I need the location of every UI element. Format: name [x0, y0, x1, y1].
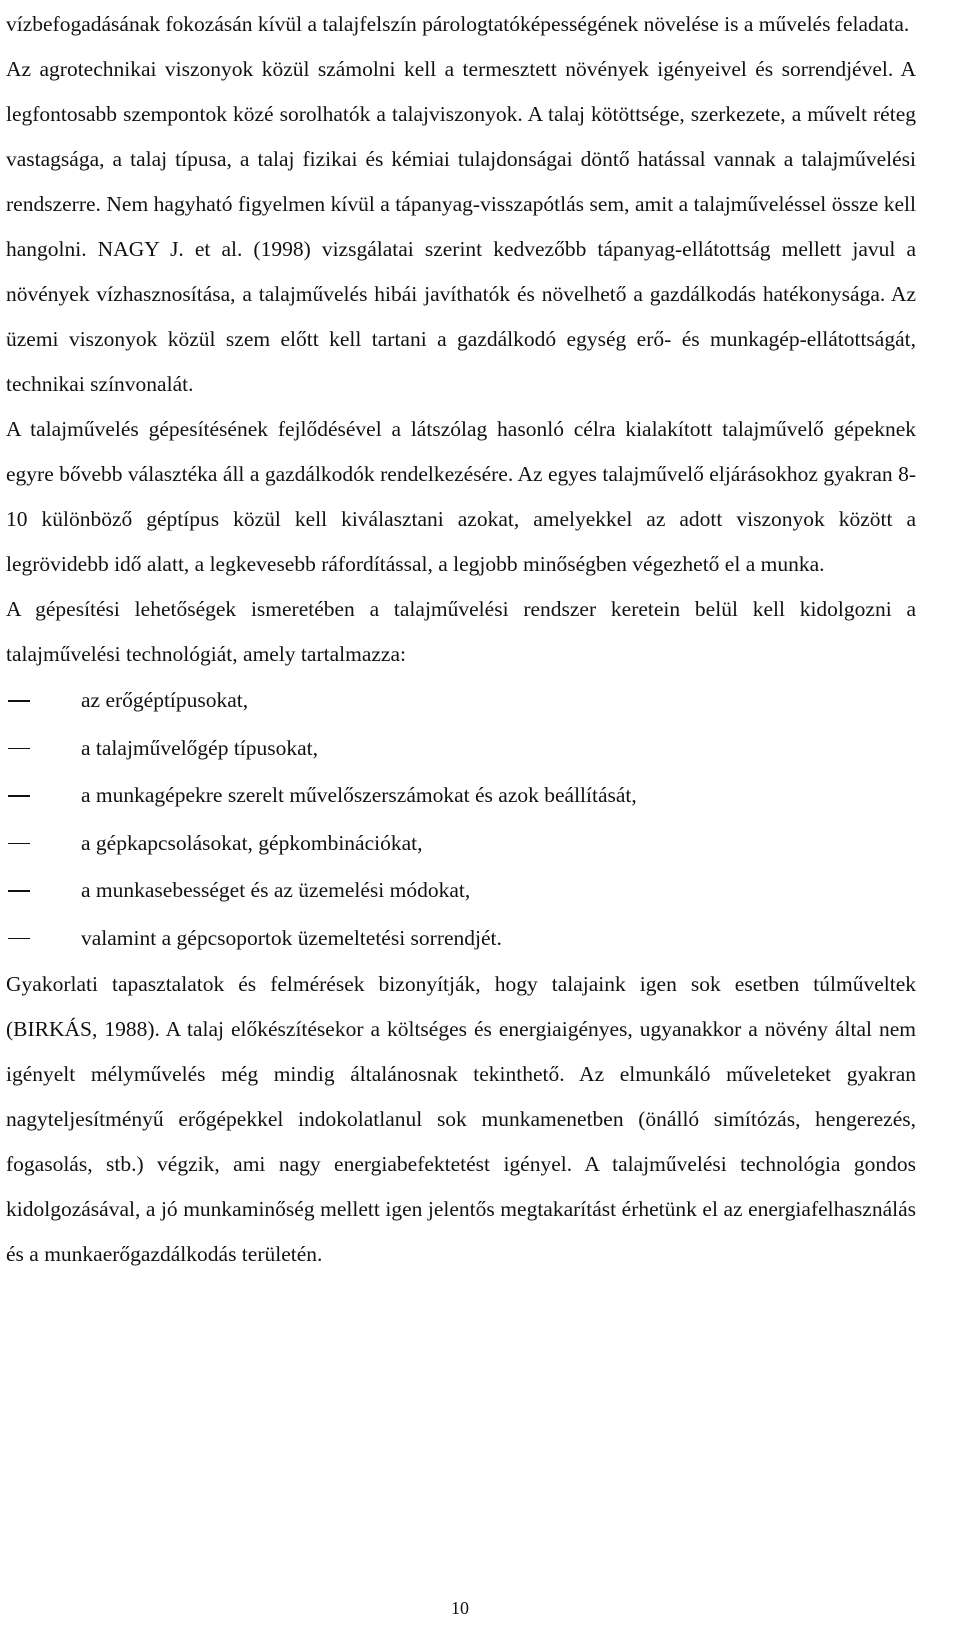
list-item	[6, 772, 916, 820]
list-item	[6, 820, 916, 868]
list-item-text: valamint a gépcsoportok üzemeltetési sorrendjét.	[81, 925, 502, 950]
list-item-text: a talajművelőgép típusokat,	[81, 735, 319, 760]
paragraph-1: vízbefogadásának fokozásán kívül a talajfelszín párologtatóképességének növelése is a művelés feladata.	[6, 12, 910, 36]
list-item	[6, 867, 916, 915]
paragraph-2: Az agrotechnikai viszonyok közül számolni kell a termesztett növények igényeivel és sorrendjével. A legfontosabb szempontok közé sorolhatók a talajviszonyok. A talaj kötöttsége, szerkezete, a művelt réteg vastagsága, a talaj típusa, a talaj fizikai és kémiai tulajdonságai döntő hatással vannak a talajművelési rendszerre. Nem hagyható figyelmen kívül a tápanyag-visszapótlás sem, amit a talajműveléssel össze kell hangolni. NAGY J. et al. (1998) vizsgálatai szerint kedvezőbb tápanyag-ellátottság mellett javul a növények vízhasznosítása, a talajművelés hibái javíthatók és növelhető a gazdálkodás hatékonysága. Az üzemi viszonyok közül szem előtt kell tartani a gazdálkodó egység erő- és munkagép-ellátottságát, technikai színvonalát.	[6, 57, 916, 396]
list-item	[6, 915, 916, 963]
dash-bullet-icon	[8, 748, 30, 750]
dash-bullet-icon	[8, 938, 30, 940]
technology-components-list	[6, 677, 916, 962]
list-item-text: a munkagépekre szerelt művelőszerszámokat és azok beállítását,	[81, 783, 637, 807]
body-text	[6, 2, 916, 1277]
list-item-text: a gépkapcsolásokat, gépkombinációkat,	[81, 830, 423, 855]
paragraph-3: A talajművelés gépesítésének fejlődésével a látszólag hasonló célra kialakított talajművelő gépeknek egyre bővebb választéka áll a gazdálkodók rendelkezésére. Az egyes talajművelő eljárásokhoz gyakran 8-10 különböző géptípus közül kell kiválasztani azokat, amelyekkel az adott viszonyok között a legrövidebb idő alatt, a legkevesebb ráfordítással, a legjobb minőségben végezhető el a munka.	[6, 417, 916, 576]
dash-bullet-icon	[8, 843, 30, 845]
dash-bullet-icon	[8, 795, 30, 797]
list-item	[6, 725, 916, 773]
dash-bullet-icon	[8, 890, 30, 892]
dash-bullet-icon	[8, 700, 30, 702]
list-item-text: az erőgéptípusokat,	[81, 688, 249, 712]
closing-paragraph: Gyakorlati tapasztalatok és felmérések bizonyítják, hogy talajaink igen sok esetben túlműveltek (BIRKÁS, 1988). A talaj előkészítésekor a költséges és energiaigényes, ugyanakkor a növény által nem igényelt mélyművelés még mindig általánosnak tekinthető. Az elmunkáló műveleteket gyakran nagyteljesítményű erőgépekkel indokolatlanul sok munkamenetben (önálló simítózás, hengerezés, fogasolás, stb.) végzik, ami nagy energiabefektetést igényel. A talajművelési technológia gondos kidolgozásával, a jó munkaminőség mellett igen jelentős megtakarítást érhetünk el az energiafelhasználás és a munkaerőgazdálkodás területén.	[6, 972, 916, 1266]
list-item-text: a munkasebességet és az üzemelési módokat,	[81, 878, 471, 902]
paragraph-4: A gépesítési lehetőségek ismeretében a talajművelési rendszer keretein belül kell kidolgozni a talajművelési technológiát, amely tartalmazza:	[6, 597, 916, 666]
list-item	[6, 677, 916, 725]
page-number: 10	[451, 1598, 469, 1618]
